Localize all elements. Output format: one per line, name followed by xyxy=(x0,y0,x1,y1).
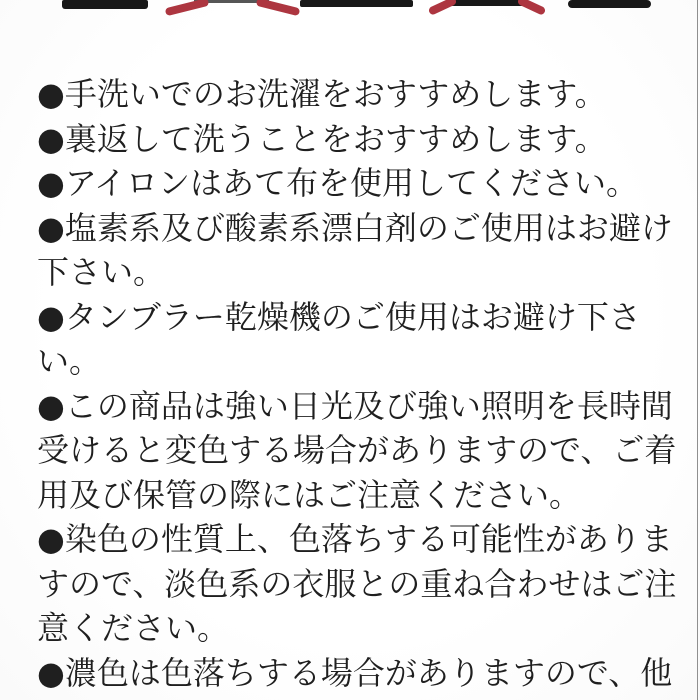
crossed-care-symbol-bar-icon xyxy=(428,0,546,14)
care-instruction-item: ●この商品は強い日光及び強い照明を長時間受けると変色する場合がありますので、ご着用及び保管の際にはご注意ください。 xyxy=(37,386,677,514)
care-instruction-item: ●染色の性質上、色落ちする可能性がありますので、淡色系の衣服との重ね合わせはご注 xyxy=(37,520,677,603)
prohibition-cross-right-tip-icon xyxy=(256,0,301,16)
care-instruction-item: ●アイロンはあて布を使用してください。 xyxy=(37,164,639,202)
care-instruction-item: ●塩素系及び酸素系漂白剤のご使用はお避け下さい。 xyxy=(37,208,673,291)
prohibition-cross-left-tip-icon xyxy=(428,0,458,16)
prohibition-cross-right-tip-icon xyxy=(517,0,547,16)
care-instruction-item-continuation: 意ください。 xyxy=(37,609,230,647)
care-symbol-bar-short-icon xyxy=(568,0,651,8)
care-instruction-item: ●手洗いでのお洗濯をおすすめします。 xyxy=(37,75,607,113)
care-symbol-bar-icon xyxy=(300,0,413,7)
care-instruction-item: ●裏返して洗うことをおすすめします。 xyxy=(37,119,607,158)
care-instructions-text xyxy=(0,72,679,695)
crossed-care-symbol-icon xyxy=(165,0,300,14)
photo-edge-line xyxy=(697,0,699,700)
care-symbols-strip xyxy=(0,0,700,16)
care-symbol-box-bottom-icon xyxy=(62,0,148,9)
prohibition-cross-left-tip-icon xyxy=(165,0,210,16)
care-instruction-item-truncated: ●濃色は色落ちする場合がありますので、他 xyxy=(37,653,673,692)
care-instruction-item: ●タンブラー乾燥機のご使用はお避け下さい。 xyxy=(37,297,641,380)
symbol-bottom-edge xyxy=(446,0,527,6)
